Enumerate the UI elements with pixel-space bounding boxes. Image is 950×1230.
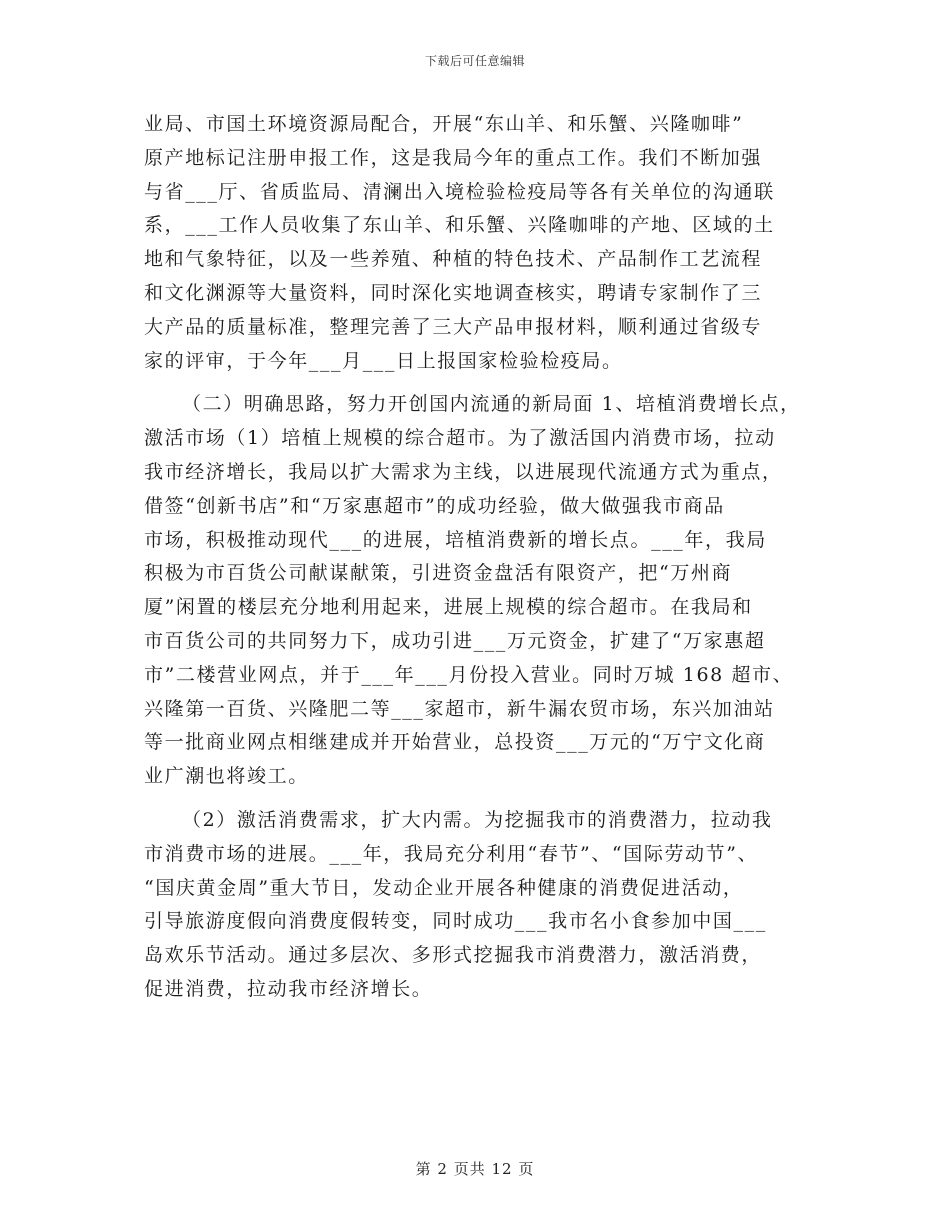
page-footer: 第 2 页共 12 页 [415, 1160, 535, 1178]
text-line: “国庆黄金周”重大节日，发动企业开展各种健康的消费促进活动， [144, 876, 744, 899]
text-line: 厦”闲置的楼层充分地利用起来，进展上规模的综合超市。在我局和 [144, 596, 753, 619]
text-line: 和文化渊源等大量资料，同时深化实地调查核实，聘请专家制作了三 [144, 281, 763, 304]
paragraph-3 [144, 804, 824, 1007]
text-line: 市场，积极推动现代___的进展，培植消费新的增长点。___年，我局 [144, 528, 767, 551]
text-line: 与省___厅、省质监局、清澜出入境检验检疫局等各有关单位的沟通联 [144, 180, 775, 203]
text-line: 家的评审，于今年___月___日上报国家检验检疫局。 [144, 349, 623, 372]
text-line: 市百货公司的共同努力下，成功引进___万元资金，扩建了“万家惠超 [144, 629, 766, 652]
text-line: （2）激活消费需求，扩大内需。为挖掘我市的消费潜力，拉动我 [182, 808, 773, 831]
text-line: 积极为市百货公司献谋献策，引进资金盘活有限资产，把“万州商 [144, 562, 733, 585]
paragraph-2 [144, 388, 824, 794]
paragraph-1 [144, 108, 824, 378]
text-line: （二）明确思路，努力开创国内流通的新局面 1、培植消费增长点， [182, 393, 801, 416]
text-line: 我市经济增长，我局以扩大需求为主线，以进展现代流通方式为重点， [144, 460, 783, 483]
page-header: 下载后可任意编辑 [424, 54, 525, 68]
text-line: 激活市场（1）培植上规模的综合超市。为了激活国内消费市场，拉动 [144, 427, 776, 450]
text-line: 业局、市国土环境资源局配合，开展“东山羊、和乐蟹、兴隆咖啡” [144, 113, 744, 135]
text-line: 系，___工作人员收集了东山羊、和乐蟹、兴隆咖啡的产地、区域的土 [144, 214, 775, 237]
text-line: 借签“创新书店”和“万家惠超市”的成功经验，做大做强我市商品 [144, 494, 725, 517]
text-line: 兴隆第一百货、兴隆肥二等___家超市，新牛漏农贸市场，东兴加油站 [144, 697, 775, 720]
text-line: 促进消费，拉动我市经济增长。 [144, 977, 433, 1000]
text-line: 市”二楼营业网点，并于___年___月份投入营业。同时万城 168 超市、 [144, 663, 794, 686]
text-line: 市消费市场的进展。___年，我局充分利用“春节”、“国际劳动节”、 [144, 842, 759, 865]
text-line: 业广潮也将竣工。 [144, 765, 309, 788]
text-line: 原产地标记注册申报工作，这是我局今年的重点工作。我们不断加强 [144, 146, 763, 169]
text-line: 岛欢乐节活动。通过多层次、多形式挖掘我市消费潜力，激活消费， [144, 944, 763, 967]
text-line: 大产品的质量标准，整理完善了三大产品申报材料，顺利通过省级专 [144, 315, 763, 338]
text-line: 地和气象特征，以及一些养殖、种植的特色技术、产品制作工艺流程 [144, 248, 763, 271]
text-line: 等一批商业网点相继建成并开始营业，总投资___万元的“万宁文化商 [144, 731, 766, 754]
text-line: 引导旅游度假向消费度假转变，同时成功___我市名小食参加中国___ [144, 910, 767, 933]
document-body [144, 108, 824, 1007]
